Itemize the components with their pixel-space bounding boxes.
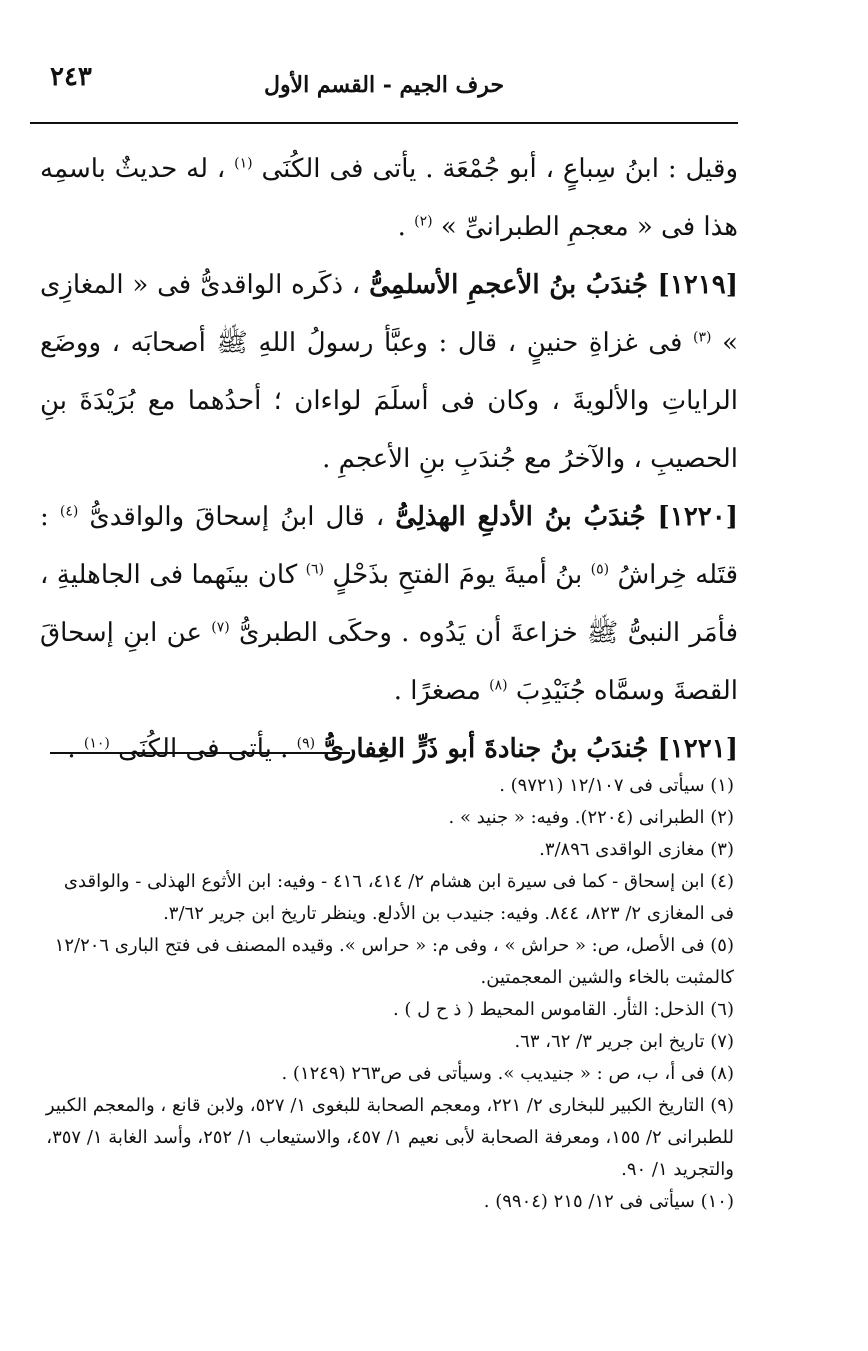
text-run: فى غزاةِ حنينٍ ، قال : وعبَّأ رسولُ اللهِ ﷺ أصحابَه ، ووضَع الراياتِ والألويةَ ، وكان فى أسلَمَ لواءان ؛ أحدُهما مع بُرَيْدَةَ بنِ الحصيبِ ، والآخرُ مع جُندَبِ بنِ الأعجمِ . [40,328,738,474]
footnote: (٤) ابن إسحاق - كما فى سيرة ابن هشام ٢/ ٤١٤، ٤١٦ - وفيه: ابن الأثوع الهذلى - والواقدى فى المغازى ٢/ ٨٢٣، ٨٤٤. وفيه: جنيدب بن الأدلع. وينظر تاريخ ابن جرير ٣/٦٢. [63,871,734,924]
footnote: (٧) تاريخ ابن جرير ٣/ ٦٢، ٦٣. [514,1031,734,1052]
page-number: ٢٤٣ [50,62,92,92]
footnote-ref[interactable]: (٦) [305,561,325,578]
footnote-ref[interactable]: (٢) [414,213,433,230]
text-run: . يأتى فى الكُنَى [118,734,289,764]
footnote: (٨) فى أ، ب، ص : « جنيديب ». وسيأتى فى ص٢٦٣ (١٢٤٩) . [281,1063,734,1084]
text-run: مصغرًا . [393,676,481,706]
footnote: (٦) الذحل: الثأر. القاموس المحيط ( ذ ح ل ) . [392,999,734,1020]
entry-1220 [40,488,738,720]
text-run: . [67,734,76,764]
text-run: عن ابنِ إسحاقَ القصةَ وسمَّاه جُنَيْدِبَ [40,618,738,706]
text-run: بنُ أميةَ يومَ الفتحِ بذَحْلٍ [332,560,583,590]
footnote-ref[interactable]: (١) [234,155,253,172]
footnote: (٩) التاريخ الكبير للبخارى ٢/ ٢٢١، ومعجم الصحابة للبغوى ١/ ٥٢٧، ولابن قانع ، والمعجم الكبير للطبرانى ٢/ ١٥٥، ومعرفة الصحابة لأبى نعيم ١/ ٤٥٧، والاستيعاب ١/ ٢٥٢، وأسد الغابة ١/ ٣٥٧، والتجريد ١/ ٩٠. [45,1095,734,1180]
footnote-ref[interactable]: (٨) [489,677,508,694]
text-run: ، قال ابنُ إسحاقَ والواقدىُّ [89,502,385,532]
entry-heading: [١٢٢٠] جُندَبُ بنُ الأدلعِ الهذلِىُّ [395,502,739,532]
footnote-ref[interactable]: (٤) [59,503,79,520]
text-run: ، له حديثٌ باسمِه هذا فى « معجمِ الطبرانىِّ » [40,154,738,242]
footnote: (٣) مغازى الواقدى ٣/٨٩٦. [539,839,734,860]
text-run: : قتَله خِراشُ [40,502,739,590]
footnote: (٢) الطبرانى (٢٢٠٤). وفيه: « جنيد » . [448,807,734,828]
text-run: . [397,212,406,242]
running-title: حرف الجيم - القسم الأول [263,72,505,98]
footnote: (١) سيأتى فى ١٢/١٠٧ (٩٧٢١) . [499,775,734,796]
footnote: (١٠) سيأتى فى ١٢/ ٢١٥ (٩٩٠٤) . [483,1191,734,1212]
paragraph-intro [40,140,738,256]
footnote-divider [50,752,350,754]
footnotes-section [40,770,738,1218]
main-text [40,140,738,778]
footnote-ref[interactable]: (١٠) [83,735,110,752]
page-header [30,62,738,124]
text-run: وقيل : ابنُ سِباعٍ ، أبو جُمْعَة . يأتى فى الكُنَى [261,154,739,184]
entry-1219 [40,256,738,488]
footnote-ref[interactable]: (٧) [211,619,230,636]
entry-heading: [١٢٢١] جُندَبُ بنُ جنادةَ أبو ذَرٍّ الغِفارىُّ [323,734,738,764]
text-run: ، ذكَره الواقدىُّ فى « المغازِى » [40,270,739,358]
entry-heading: [١٢١٩] جُندَبُ بنُ الأعجمِ الأسلمِىُّ [369,270,738,300]
footnote: (٥) فى الأصل، ص: « حراش » ، وفى م: « حراس ». وقيده المصنف فى فتح البارى ١٢/٢٠٦ كالمثبت بالخاء والشين المعجمتين. [54,935,734,988]
footnote-ref[interactable]: (٣) [693,329,712,346]
footnote-ref[interactable]: (٩) [296,735,316,752]
footnote-ref[interactable]: (٥) [590,561,610,578]
text-run: كان بينَهما فى الجاهليةِ ، فأمَر النبىُّ ﷺ خزاعةَ أن يَدُوه . وحكَى الطبرىُّ [40,560,738,648]
